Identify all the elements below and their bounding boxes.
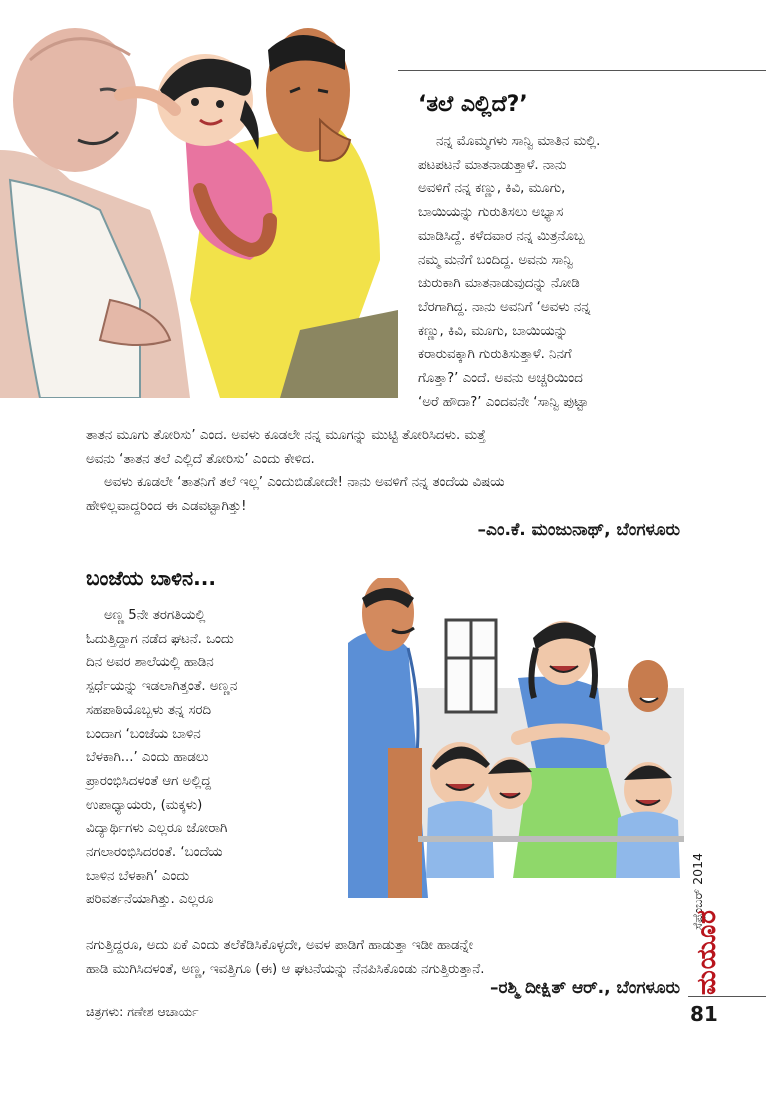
story1-line: ನನ್ನ ಮೊಮ್ಮಗಳು ಸಾನ್ವಿ ಮಾತಿನ ಮಲ್ಲಿ. [436, 134, 601, 149]
story2-line: ಬಾಳಿನ ಬೆಳಕಾಗಿ’ ಎಂದು [86, 868, 190, 884]
illustration-grandfather-child [0, 0, 398, 398]
illustration-credit: ಚಿತ್ರಗಳು: ಗಣೇಶ ಆಚಾರ್ಯ [86, 1004, 199, 1019]
story2-line: ದಿನ ಅವರ ಶಾಲೆಯಲ್ಲಿ ಹಾಡಿನ [86, 655, 214, 671]
story1-line: ನಮ್ಮ ಮನೆಗೆ ಬಂದಿದ್ದ. ಅವನು ಸಾನ್ವಿ [418, 252, 574, 268]
footer-rule [688, 996, 766, 997]
story1-line: ಚುರುಕಾಗಿ ಮಾತನಾಡುವುದನ್ನು ನೋಡಿ [418, 276, 580, 292]
story1-full-line: ತಾತನ ಮೂಗು ತೋರಿಸು’ ಎಂದ. ಅವಳು ಕೂಡಲೇ ನನ್ನ ಮೂಗನ್ನು ಮುಟ್ಟಿ ತೋರಿಸಿದಳು. ಮತ್ತೆ [86, 428, 486, 443]
story-title-tale-ellide: ‘ತಲೆ ಎಲ್ಲಿದೆ?’ [418, 92, 528, 117]
top-rule [398, 70, 766, 71]
story1-line: ಪಟಪಟನೆ ಮಾತನಾಡುತ್ತಾಳೆ. ನಾನು [418, 157, 567, 173]
story2-line: ಓದುತ್ತಿದ್ದಾಗ ನಡೆದ ಘಟನೆ. ಒಂದು [86, 631, 234, 647]
story1-line: ಕರಾರುವಕ್ಕಾಗಿ ಗುರುತಿಸುತ್ತಾಳೆ. ನಿನಗೆ [418, 347, 572, 363]
magazine-masthead-text: ಮಯೂರ [692, 909, 722, 995]
story1-full-line: ಹೇಳಿಲ್ಲವಾದ್ದರಿಂದ ಈ ಎಡವಟ್ಟಾಗಿತ್ತು! [86, 499, 247, 515]
story1-narrow-column [418, 130, 678, 414]
story1-line: ಅವಳಿಗೆ ನನ್ನ ಕಣ್ಣು, ಕಿವಿ, ಮೂಗು, [418, 181, 566, 197]
magazine-masthead [690, 900, 722, 1000]
story2-line: ಪರಿವರ್ತನೆಯಾಗಿತ್ತು. ಎಲ್ಲರೂ [86, 892, 214, 908]
story2-line: ವಿದ್ಯಾರ್ಥಿಗಳು ಎಲ್ಲರೂ ಜೋರಾಗಿ [86, 821, 228, 837]
story2-line: ಪ್ರಾರಂಭಿಸಿದಳಂತೆ ಆಗ ಅಲ್ಲಿದ್ದ [86, 773, 212, 789]
issue-date-text: ಸೆಪ್ಟೆಂಬರ್ 2014 [690, 853, 705, 930]
story1-full-line: ಅವಳು ಕೂಡಲೇ ‘ತಾತನಿಗೆ ತಲೆ ಇಲ್ಲ’ ಎಂದುಬಿಡೋದೇ! ನಾನು ಅವಳಿಗೆ ನನ್ನ ತಂದೆಯ ವಿಷಯ [104, 475, 505, 491]
story2-line: ಉಪಾಧ್ಯಾಯರು, (ಮಕ್ಕಳು) [86, 797, 203, 813]
illustration-classroom [348, 578, 684, 898]
story2-line: ಬೆಳಕಾಗಿ...’ ಎಂದು ಹಾಡಲು [86, 750, 209, 766]
story1-line: ಕಣ್ಣು, ಕಿವಿ, ಮೂಗು, ಬಾಯಿಯನ್ನು [418, 323, 568, 339]
story1-line: ‘ಅರೆ ಹೌದಾ?’ ಎಂದವನೇ ‘ಸಾನ್ವಿ ಪುಟ್ಟಾ [418, 394, 589, 410]
page-number: 81 [690, 1002, 718, 1026]
story1-line: ಬೆರಗಾಗಿದ್ದ. ನಾನು ಅವನಿಗೆ ‘ಅವಳು ನನ್ನ [418, 299, 591, 315]
story2-full-width-text [86, 934, 686, 981]
story2-line: ಬಂದಾಗ ‘ಬಂಜೆಯ ಬಾಳಿನ [86, 726, 201, 742]
story2-line: ಅಣ್ಣ 5ನೇ ತರಗತಿಯಲ್ಲಿ [104, 608, 206, 623]
story2-line: ಸಹಪಾಠಿಯೊಬ್ಬಳು ತನ್ನ ಸರದಿ [86, 702, 212, 718]
story2-line: ನಗಲಾರಂಭಿಸಿದರಂತೆ. ‘ಬಂದೆಯ [86, 845, 223, 861]
story1-full-width-text [86, 424, 678, 519]
story2-full-line: ನಗುತ್ತಿದ್ದರೂ, ಅದು ಏಕೆ ಎಂದು ತಲೆಕೆಡಿಸಿಕೊಳ್ಳದೇ, ಅವಳ ಪಾಡಿಗೆ ಹಾಡುತ್ತಾ ಇಡೀ ಹಾಡನ್ನೇ [86, 938, 473, 953]
story2-narrow-column [86, 604, 348, 912]
story2-full-line: ಹಾಡಿ ಮುಗಿಸಿದಳಂತೆ, ಅಣ್ಣ, ಇವತ್ತಿಗೂ (ಈ) ಆ ಘಟನೆಯನ್ನು ನೆನಪಿಸಿಕೊಂಡು ನಗುತ್ತಿರುತ್ತಾನೆ. [86, 961, 485, 977]
story1-line: ಮಾಡಿಸಿದ್ದೆ. ಕಳೆದವಾರ ನನ್ನ ಮಿತ್ರನೊಬ್ಬ [418, 228, 585, 244]
story1-author-signature: –ಎಂ.ಕೆ. ಮಂಜುನಾಥ್, ಬೆಂಗಳೂರು [477, 520, 680, 540]
story1-line: ಗೊತ್ತಾ?’ ಎಂದೆ. ಅವನು ಅಚ್ಚರಿಯಿಂದ [418, 371, 583, 387]
story1-full-line: ಅವನು ‘ತಾತನ ತಲೆ ಎಲ್ಲಿದೆ ತೋರಿಸು’ ಎಂದು ಕೇಳಿದ. [86, 451, 315, 467]
story2-author-signature: –ರಶ್ಮಿ ದೀಕ್ಷಿತ್ ಆರ್., ಬೆಂಗಳೂರು [490, 978, 680, 998]
story1-line: ಬಾಯಿಯನ್ನು ಗುರುತಿಸಲು ಅಭ್ಯಾಸ [418, 205, 564, 221]
story2-line: ಸ್ಪರ್ಧೆಯನ್ನು ಇಡಲಾಗಿತ್ತಂತೆ. ಅಣ್ಣನ [86, 679, 238, 695]
story-title-banjeya-balina: ಬಂಜೆಯ ಬಾಳಿನ... [86, 566, 216, 590]
